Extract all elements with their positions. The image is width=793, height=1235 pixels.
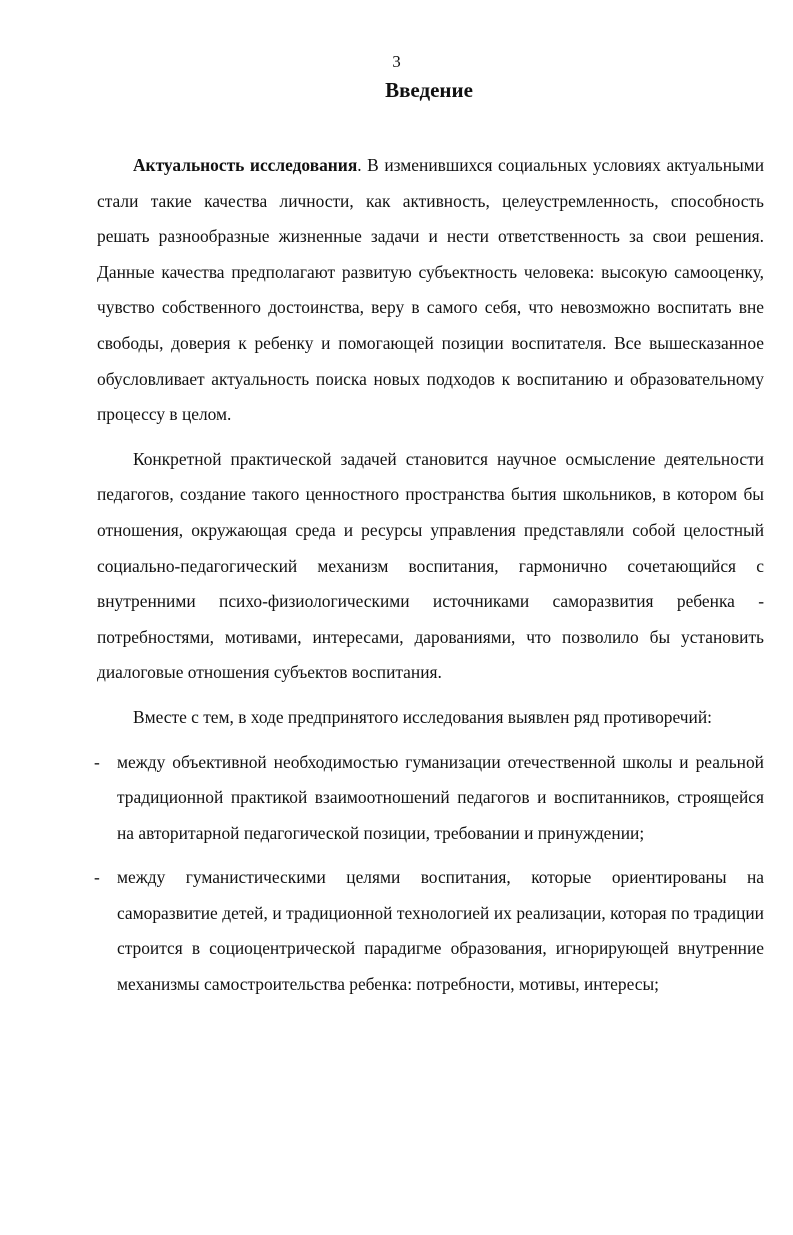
paragraph-contradictions-intro: Вместе с тем, в ходе предпринятого исследования выявлен ряд противоречий: <box>133 706 712 727</box>
contradictions-list <box>94 745 764 1003</box>
list-item <box>94 860 764 1002</box>
paragraph-practical-task: Конкретной практической задачей становится научное осмысление деятельности педагогов, создание такого ценностного пространства бытия школьников, в котором бы отношения, окружающая среда и ресурсы управления представляли собой целостный социально-педагогический механизм воспитания, гармонично сочетающийся с внутренними психо-физиологическими источниками саморазвития ребенка - потребностями, мотивами, интересами, дарованиями, что позволило бы установить диалоговые отношения субъектов воспитания. <box>97 448 764 683</box>
list-dash: - <box>94 867 100 888</box>
relevance-text: . В изменившихся социальных условиях актуальными стали такие качества личности, как активность, целеустремленность, способность решать разнообразные жизненные задачи и нести ответственность за свои решения. Данные качества предполагают развитую субъектность человека: высокую самооценку, чувство собственного достоинства, веру в самого себя, что невозможно воспитать вне свободы, доверия к ребенку и помогающей позиции воспитателя. Все вышесказанное обусловливает актуальность поиска новых подходов к воспитанию и образовательному процессу в целом. <box>97 155 764 425</box>
paragraph-relevance <box>97 148 764 433</box>
page-number: 3 <box>392 52 401 71</box>
list-item-text: между гуманистическими целями воспитания, которые ориентированы на саморазвитие детей, и традиционной технологией их реализации, которая по традиции строится в социоцентрической парадигме образования, игнорирующей внутренние механизмы самостроительства ребенка: потребности, мотивы, интересы; <box>117 867 764 995</box>
body-text <box>94 148 764 1012</box>
list-item <box>94 745 764 852</box>
page-title: Введение <box>385 78 473 102</box>
relevance-lead: Актуальность исследования <box>133 155 358 175</box>
list-dash: - <box>94 751 100 772</box>
list-item-text: между объективной необходимостью гуманизации отечественной школы и реальной традиционной практикой взаимоотношений педагогов и воспитанников, строящейся на авторитарной педагогической позиции, требовании и принуждении; <box>117 751 764 843</box>
